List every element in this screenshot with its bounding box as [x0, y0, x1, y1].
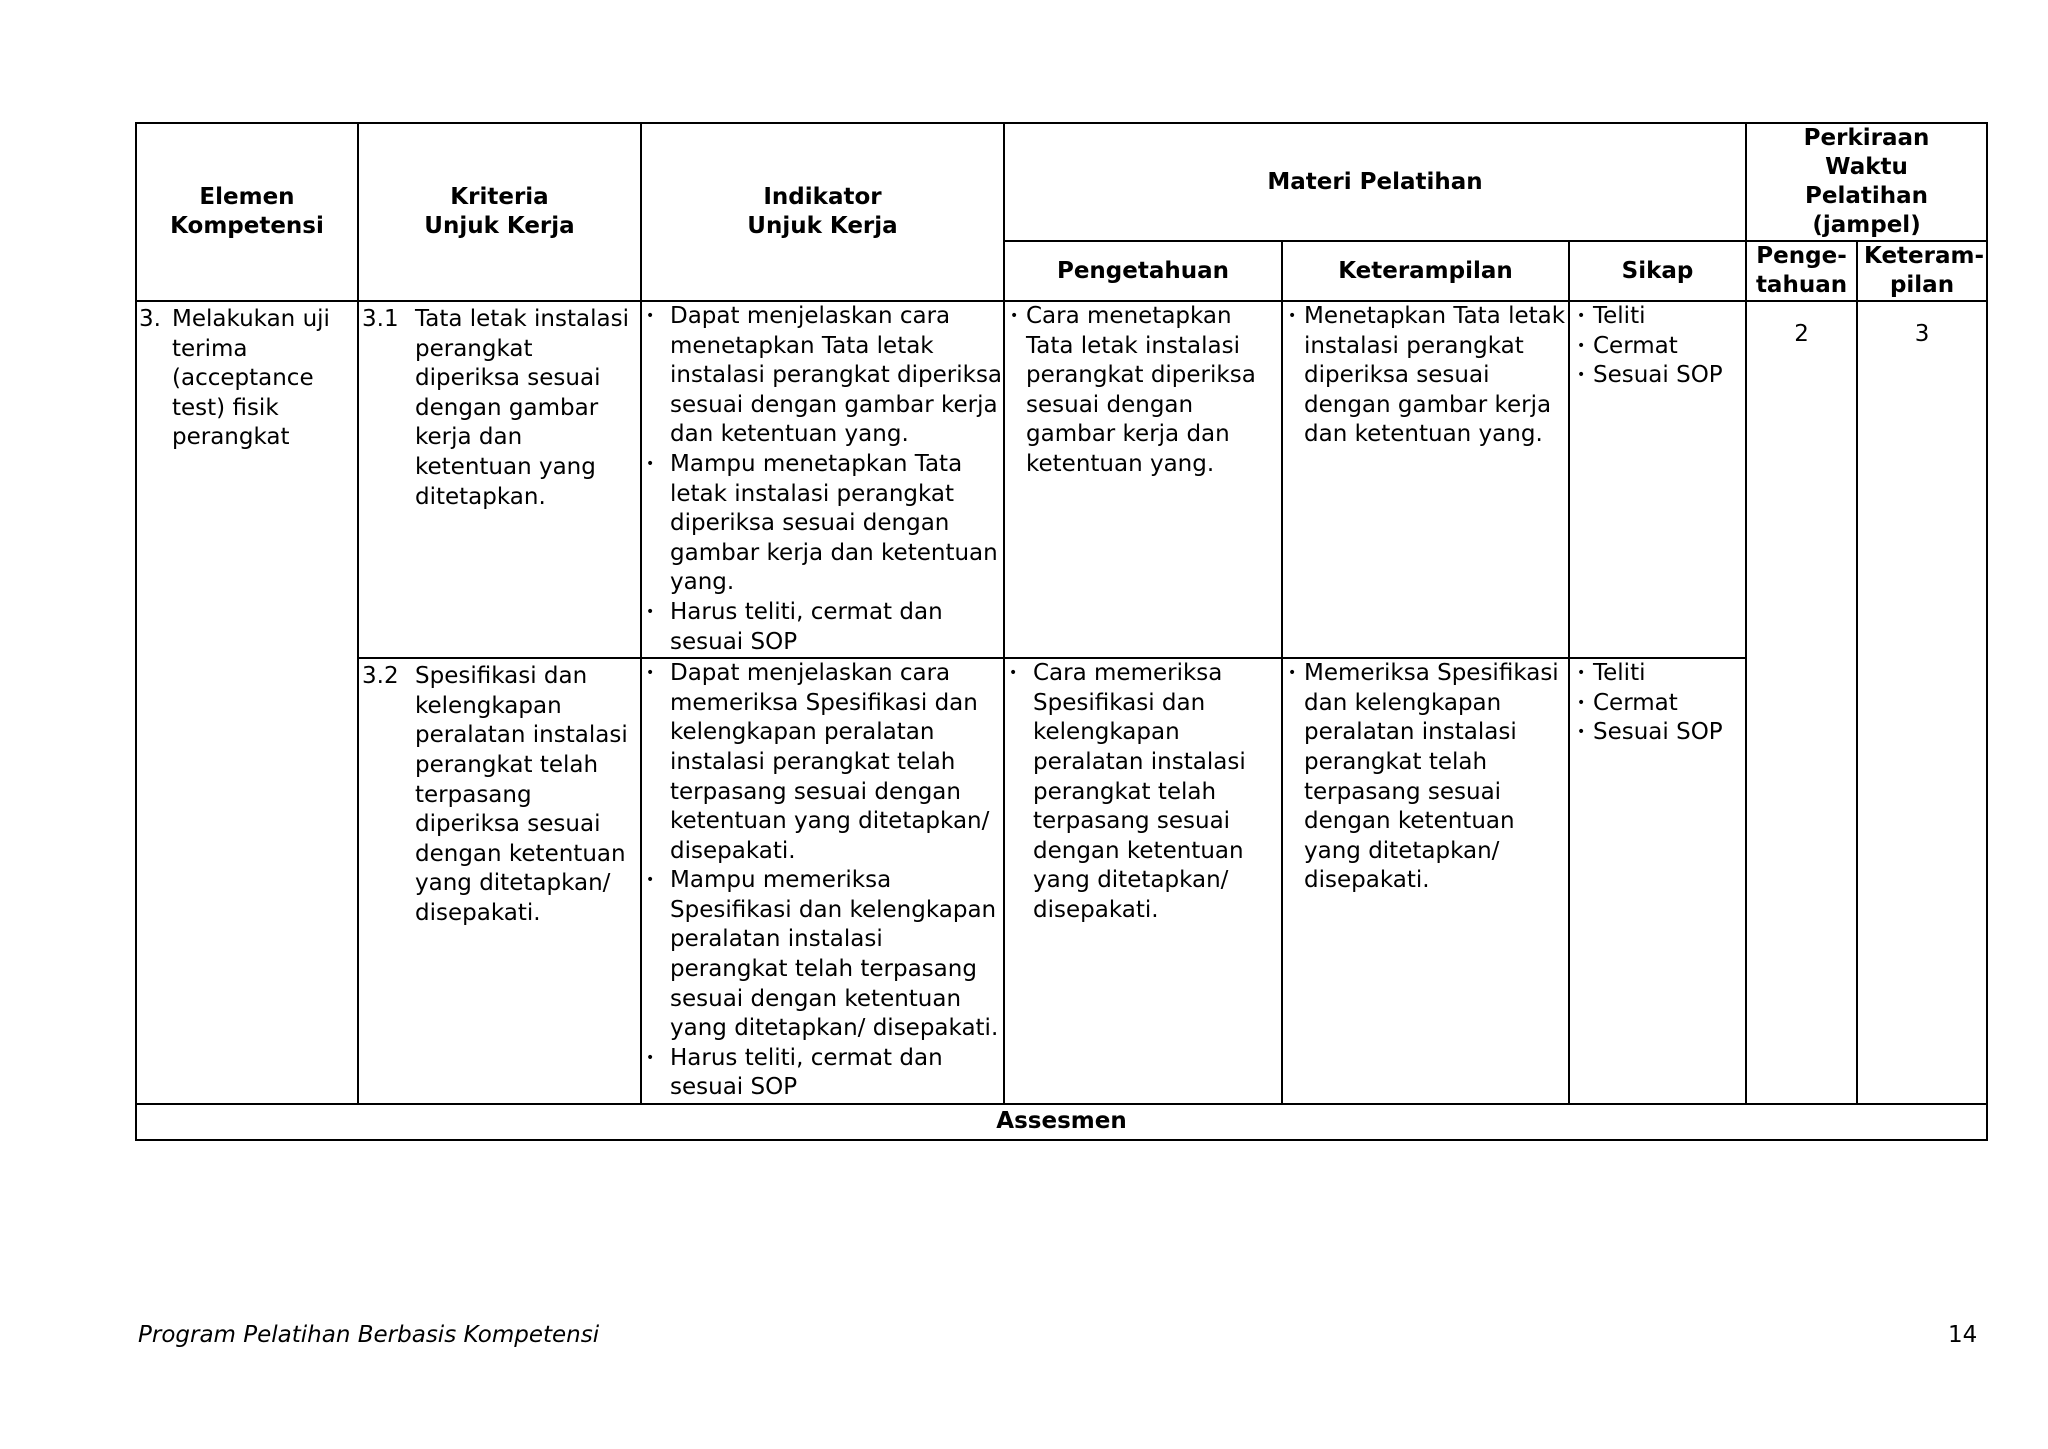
list-item: • Sesuai SOP — [1576, 361, 1745, 391]
header-elemen: Elemen Kompetensi — [136, 123, 358, 301]
header-waktu-pengetahuan: Penge-tahuan — [1746, 241, 1857, 301]
table-row — [136, 658, 1987, 1104]
pengetahuan-cell — [1004, 658, 1282, 1104]
competency-table — [135, 122, 1988, 1141]
list-item: • Cara memeriksa Spesifikasi dan kelengkapan peralatan instalasi perangkat telah terpasang sesuai dengan ketentuan yang ditetapkan/ disepakati. — [1005, 659, 1281, 925]
header-indikator: Indikator Unjuk Kerja — [641, 123, 1004, 301]
header-waktu-keterampilan: Keteram-pilan — [1857, 241, 1987, 301]
waktu-keterampilan-cell — [1857, 301, 1987, 1104]
sikap-cell — [1569, 301, 1746, 658]
waktu-pengetahuan-cell — [1746, 301, 1857, 1104]
keterampilan-cell — [1282, 658, 1569, 1104]
header-sikap: Sikap — [1569, 241, 1746, 301]
kuk-text: Tata letak instalasi perangkat diperiksa sesuai dengan gambar kerja dan ketentuan yang ditetapkan. — [415, 306, 629, 510]
list-item: • Mampu memeriksa Spesifikasi dan kelengkapan peralatan instalasi perangkat telah terpasang sesuai dengan ketentuan yang ditetapkan/ disepakati. — [642, 866, 1003, 1044]
kuk-number: 3.1 — [362, 306, 399, 332]
list-item: • Cermat — [1576, 689, 1745, 719]
list-item: • Harus teliti, cermat dan sesuai SOP — [642, 1044, 1003, 1103]
list-item: • Cara menetapkan Tata letak instalasi perangkat diperiksa sesuai dengan gambar kerja dan ketentuan yang. — [1009, 302, 1281, 480]
header-kriteria: Kriteria Unjuk Kerja — [358, 123, 641, 301]
list-item: • Teliti — [1576, 302, 1745, 332]
page-number: 14 — [1948, 1322, 1978, 1348]
waktu-pengetahuan-value: 2 — [1794, 321, 1809, 347]
assesmen-label: Assesmen — [996, 1108, 1127, 1135]
elemen-number: 3. — [139, 306, 161, 332]
list-item: • Harus teliti, cermat dan sesuai SOP — [642, 598, 1003, 657]
header-perkiraan: Perkiraan Waktu Pelatihan (jampel) — [1746, 123, 1987, 241]
elemen-text: Melakukan uji terima (acceptance test) fisik perangkat — [172, 306, 330, 451]
pengetahuan-cell — [1004, 301, 1282, 658]
header-pengetahuan: Pengetahuan — [1004, 241, 1282, 301]
list-item: • Teliti — [1576, 659, 1745, 689]
assesmen-row — [136, 1104, 1987, 1140]
list-item: • Menetapkan Tata letak instalasi perangkat diperiksa sesuai dengan gambar kerja dan ketentuan yang. — [1287, 302, 1568, 450]
elemen-cell — [136, 301, 358, 1104]
list-item: • Cermat — [1576, 332, 1745, 362]
kuk-cell — [358, 658, 641, 1104]
kuk-number: 3.2 — [362, 663, 399, 690]
waktu-keterampilan-value: 3 — [1914, 321, 1930, 347]
header-materi: Materi Pelatihan — [1004, 123, 1746, 241]
footer-title: Program Pelatihan Berbasis Kompetensi — [138, 1322, 600, 1348]
list-item: • Dapat menjelaskan cara memeriksa Spesifikasi dan kelengkapan peralatan instalasi perangkat telah terpasang sesuai dengan ketentuan yang ditetapkan/ disepakati. — [642, 659, 1003, 866]
header-keterampilan: Keterampilan — [1282, 241, 1569, 301]
kuk-text: Spesifikasi dan kelengkapan peralatan instalasi perangkat telah terpasang diperiksa sesuai dengan ketentuan yang ditetapkan/ disepakati. — [415, 663, 628, 926]
table-row — [136, 301, 1987, 658]
list-item: • Sesuai SOP — [1576, 718, 1745, 748]
keterampilan-cell — [1282, 301, 1569, 658]
list-item: • Memeriksa Spesifikasi dan kelengkapan peralatan instalasi perangkat telah terpasang sesuai dengan ketentuan yang ditetapkan/ disepakati. — [1287, 659, 1568, 896]
sikap-cell — [1569, 658, 1746, 1104]
list-item: • Mampu menetapkan Tata letak instalasi perangkat diperiksa sesuai dengan gambar kerja dan ketentuan yang. — [642, 450, 1003, 598]
kuk-cell — [358, 301, 641, 658]
indikator-cell — [641, 301, 1004, 658]
list-item: • Dapat menjelaskan cara menetapkan Tata letak instalasi perangkat diperiksa sesuai dengan gambar kerja dan ketentuan yang. — [642, 302, 1003, 450]
indikator-cell — [641, 658, 1004, 1104]
